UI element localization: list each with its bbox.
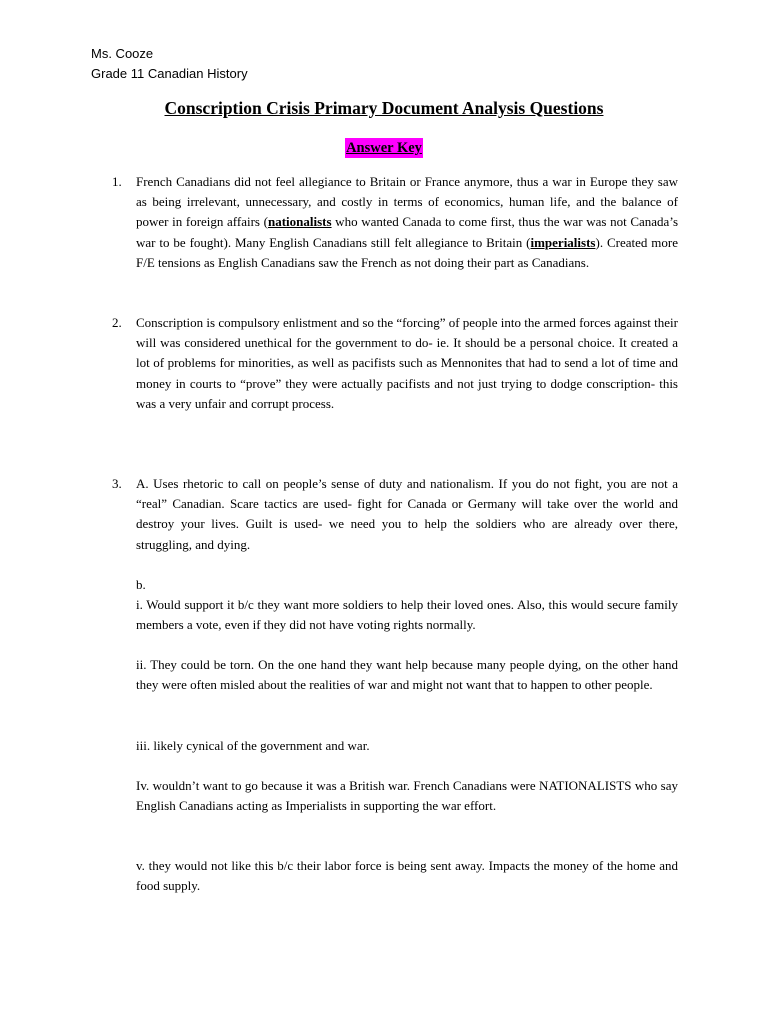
item-number: 3. <box>112 476 122 491</box>
answer-text-part: ). Created more F/E tensions as English Canadians saw the French as not doing their part as Canadians. <box>136 234 678 270</box>
item-number: 1. <box>112 174 122 189</box>
answer-part-b-ii: ii. They could be torn. On the one hand they want help because many people dying, on the other hand they were often misled about the realities of war and might not want that to happen to other people. <box>136 657 678 693</box>
teacher-name: Ms. Cooze <box>91 46 154 61</box>
item-number: 2. <box>112 315 122 330</box>
term-imperialists: imperialists <box>530 234 596 250</box>
answer-text-part: who wanted Canada to come first, thus the war was not Canada’s war to be fought). Many English Canadians still felt allegiance to Britain ( <box>136 214 679 250</box>
course-name: Grade 11 Canadian History <box>91 66 248 81</box>
answer-item-2 <box>112 313 678 414</box>
answer-part-a: A. Uses rhetoric to call on people’s sense of duty and nationalism. If you do not fight, you are not a “real” Canadian. Scare tactics are used- fight for Canada or Germany will take over the world and destroy your lives. Guilt is used- we need you to help the soldiers who are already over there, struggling, and dying. <box>136 476 678 552</box>
answer-key-label: Answer Key <box>346 140 422 156</box>
answer-text-part: French Canadians did not feel allegiance to Britain or France anymore, thus a war in Europe they saw as being irrelevant, unnecessary, and costly in terms of economics, human life, and the balance of power in foreign affairs ( <box>136 174 678 230</box>
answer-item-3 <box>112 474 678 555</box>
answer-part-b-iv: Iv. wouldn’t want to go because it was a British war. French Canadians were NATIONALISTS who say English Canadians acting as Imperialists in supporting the war effort. <box>136 778 678 814</box>
answer-key-wrapper <box>0 138 768 158</box>
answer-part-b-i: i. Would support it b/c they want more soldiers to help their loved ones. Also, this would secure family members a vote, even if they did not have voting rights normally. <box>136 597 678 633</box>
answer-part-b-iii: iii. likely cynical of the government and war. <box>136 738 370 753</box>
document-header <box>91 44 248 84</box>
answer-item-1 <box>112 172 678 273</box>
answer-part-b-v: v. they would not like this b/c their labor force is being sent away. Impacts the money of the home and food supply. <box>136 858 678 894</box>
answer-part-b-label: b. <box>136 577 146 592</box>
document-title: Conscription Crisis Primary Document Analysis Questions <box>164 98 604 118</box>
answer-text: Conscription is compulsory enlistment and so the “forcing” of people into the armed forces against their will was considered unethical for the government to do- ie. It should be a personal choice. It created a lot of problems for minorities, as well as pacifists such as Mennonites that had to send a lot of time and money in courts to “prove” they were actually pacifists and not just trying to dodge conscription- this was a very unfair and corrupt process. <box>136 315 678 411</box>
term-nationalists: nationalists <box>267 214 332 230</box>
answer-text <box>136 172 678 273</box>
